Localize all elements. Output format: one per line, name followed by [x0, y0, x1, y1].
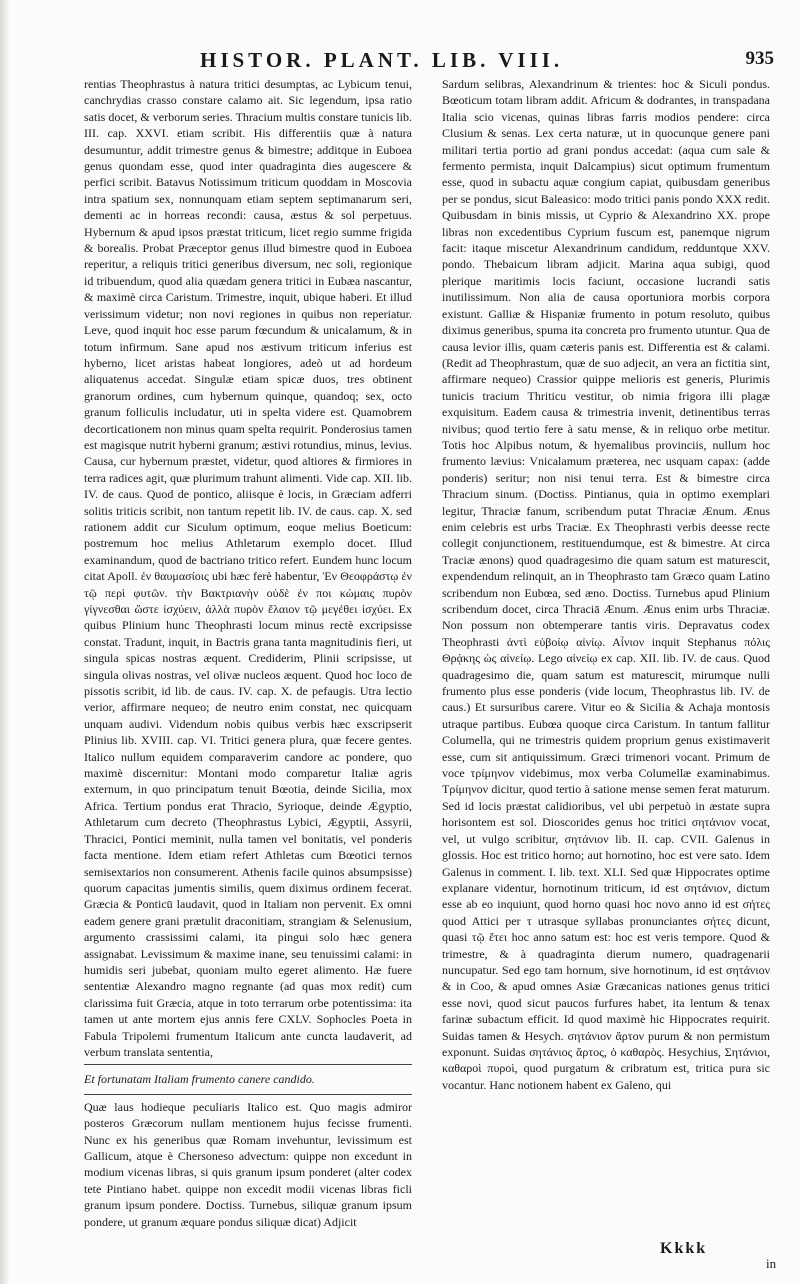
running-title: HISTOR. PLANT. LIB. VIII. [200, 48, 564, 72]
verse-quotation: Et fortunatam Italiam frumento canere candido. [84, 1072, 315, 1087]
right-paragraph-1: Sardum selibras, Alexandrinum & trientes: hoc & Siculi pondus. Bœoticum totam libram addit. Africum & dodrantes, in transpadana Italia scio vicenas, quinas libras farris modios pendere: circa Clusium & senas. Lex certa naturæ, ut in quocunque genere pani militari tertia portio ad grani pondus accedat: (aqua cum sale & fermento permista, inquit Dalcampius) sicut optimum frumentum esse, quod in subactu aquæ congium capiat, quibusdam generibus per se pondus, sicut Baleasico: modo tritici panis pondo XXX redit. Quibusdam in binis missis, ut Cyprio & Alexandrino XX. prope libras non excedentibus Cyprium fuscum est, panemque nigrum facit: itaque miscetur Alexandrinum candidum, redduntque XXV. pondo. Thebaicum libram adjicit. Marina aqua subigi, quod plerique maritimis locis faciunt, occasione lucrandi satis inutilissimum. Non alia de causa oportuniora morbis corpora existunt. Galliæ & Hispaniæ frumento in potum resoluto, quibus diximus generibus, spuma ita concreta pro frumento utuntur. Qua de causa levior illis, quam cæteris panis est. Differentia est & calami. (Redit ad Theophrastum, quæ de suo adjecit, an vera an fictitia sint, affirmare nequeo) Crassior quippe melioris est generis, Plurimis tunicis tracium Thriticu vestitur, ob nimia frigora illi plagæ exquisitum. Eadem causa & trimestria invenit, detinentibus terras nivibus; quod tertio fere à satu mense, & in reliquo orbe metitur. Totis hoc Alpibus notum, & hyemalibus provinciis, nullum hoc frumento lævius: Vnicalamum præterea, nec usquam capax: (addе ponderis) seritur; non nisi tenui terra. Est & bimestre circa Thracium sinum. (Doctiss. Pintianus, quia in optimo exemplari legitur, Thraciæ fanum, scribendum putat Thraciæ Ænum. Ænus enim celebris est urbs Traciæ. Ex Theophrasti verbis deesse recte collegit conjunctionem, restituendumque, est & bimestre. At circa Traciæ ænons) quod quadragesimo die quam satum est maturescit, expendendum relinquit, an in Theophrasto tam Græco quam Latino scribendum non Eubœa, sed æno. Doctiss. Turnebus apud Plinium scribendum docet, circa Thraciā Ænum. Ænus enim urbs Thraciæ. Non possum non obtemperare tantis viris. Depravatus codex Theophrasti ἀντὶ εὐβοίῳ αἰνίῳ. Αἶνιον inquit Stephanus πόλις Θρᾴκης ὡς αἰνείῳ. Lego αἰνείῳ ex cap. XII. lib. IV. de caus. Quod quadragesimo die, quam satum est maturescit, mirumque nulli frumento plus esse ponderis (vide locum, Theophrastus lib. IV. de caus.) Et sursuribus carere. Vitur eo & Sicilia & Achaja montosis utraque partibus. Eubœa quoque circa Caristum. In tantum fallitur Columella, qui ne trimestris quidem proprium genus existimaverit esse, cum sit antiquissimum. Græci trimenori vocant. Primum de voce τρίμηνον videbimus, mox verba Columellæ examinabimus. Τρίμηνον dicitur, quod tertio à satione mense semen ferat maturum. Sed id locis præstat calidioribus, vel ubi perpetuò in æstate supra horisontem est sol. Dioscorides genus hoc tritici σητάνιον vocat, vel, ut vulgo scribitur, σητάνιον lib. II. cap. CVII. Galenus in glossis. Hoc est tritico horno; aut hornotino, hoc est vere sato. Idem Galenus in comment. I. lib. text. XLI. Sed quæ Hippocrates optime explanare videntur, hornotinum triticum, id est σητάνιον, dictum esse ab eo inquiunt, quod horno quasi hoc novo anno id est σήτες quod Attici per τ utrasque syllabas pronunciantes σήτες dicunt, quasi τῷ ἔτει hoc anno satum est: hoc est veris tempore. Quod & trimestre, & à quadraginta dierum numero, quadragenarii nuncupatur. Sed ego tam hornum, sive hornotinum, id est σητάνιον & in Coo, & apud omnes Asiæ Græcanicas nationes genus tritici esse novi, quod sicut paucos furfures habet, ita lentum & tenax farinæ subactum efficit. Id quod maximè hic Hippocrates requirit. Suidas tamen & Hesych. σητάνιον ἄρτον purum & non permistum exponunt. Suidas σητάνιος ἄρτος, ὁ καθαρὸς. Hesychius, Σητάνιοι, καθαροὶ πυροὶ, quod purgatum & cribratum est, tritica pura sic vocantur. Hanc notionem habent ex Galeno, qui [442, 77, 770, 1092]
page-number: 935 [745, 48, 774, 69]
signature-mark: Kkkk [660, 1240, 708, 1257]
section-divider-2 [84, 1094, 412, 1095]
section-divider [84, 1064, 412, 1065]
right-column [442, 76, 770, 1246]
page-gutter-shadow [0, 0, 10, 1284]
page-header [80, 48, 780, 72]
text-columns [84, 76, 784, 1246]
left-column [84, 76, 412, 1246]
catchword: in [766, 1256, 777, 1271]
left-paragraph-1: rentias Theophrastus à natura tritici desumptas, ac Lybicum tenui, canchrydias crasso constare calamo ait. Sic legendum, ipsa ratio satis docet, & verborum series. Thracium multis constare tunicis lib. III. cap. XXVI. etiam scribit. His differentiis quæ à natura desumuntur, addit trimestre genus & bimestre; additque in Euboea genus quondam esse, quod inter quadraginta dies augescere & perfici scribit. Batavus Notissimum triticum quoddam in Moscovia intra spatium sex, nonnunquam etiam septem septimanarum seri, dementi ac in horreas recondi: causa, æstus & sol perpetuus. Hybernum & apud ipsos præstat triticum, licet regio summe frigida & borealis. Probat Præceptor genus illud bimestre quod in Euboea reperitur, a reliquis tritici generibus diversum, nec soli, regionique id tribuendum, quod alia quædam genera tritici in Eubæa nascantur, & maximè circa Caristum. Trimestre, inquit, ubique haberi. Et illud verissimum videtur; non novi regiones in quibus non reperiatur. Leve, quod inquit hoc esse parum fœcundum & unicalamum, & in totum infirmum. Sane apud nos æstivum triticum inferius est hyberno, licet aristas habeat longiores, adeò ut ad hordeum aliquatenus accedat. Singulæ etiam spicæ duos, tres obtinent granorum ordines, cum hybernum quinque, quandoq; sex, octo granum folliculis includatur, uti in spelta videre est. Quamobrem decorticationem non minus quam spelta requirit. Ponderosius tamen est magisque nutrit hyberni granum; æstivi rotundius, minus, levius. Causa, cur hybernum præstet, videtur, quod altiores & firmiores in terra radices agit, quæ plurimum trahunt alimenti. Vide cap. XII. lib. IV. de caus. Quod de pontico, aliisque è locis, in Græciam adferri solitis triticis scribit, non tantum repetit lib. IV. de caus. cap. X. sed rationem addit cur Siculum optimum, eoque melius Boeticum: postremum hoc melius Athletarum exemplo docet. Illud examinandum, quod de bactriano tritico refert. Eundem hunc locum citat Apoll. ἐν θαυμασίοις ubi hæc ferè habentur, Ἐν Θεοφράστῳ ἐν τῷ περὶ φυτῶν. τὴν Βακτριανὴν οὐδὲ ἐν ποι κώμαις πυρὸν γίγνεσθαι ὥστε ἰσχύειν, ἀλλὰ πυρὸν ἔλαιον τῷ μεγέθει ἰσχύει. Ex quibus Plinium hunc Theophrasti locum minus rectè excripsisse constat. Tradunt, inquit, in Bactris grana tanta magnitudinis fieri, ut singula spicas nostras æquent. Crediderim, Plinii scripsisse, ut singula olivas nostras, vel olivæ nucleos æquent. Quod hoc loco de pissotis scribit, id lib. de caus. IV. cap. X. de pefaugis. Utra lectio verior, affirmare nequeo; de neutro enim constat, nec quicquam unquam audivi. Videndum nobis quibus verbis hæc exscripserit Plinius lib. XVIII. cap. VI. Tritici genera plura, quæ fecere gentes. Italico nullum equidem comparaverim candore ac pondere, quo maximè discernitur: Montani modo comparetur Italiæ agris externum, in quo principatum tenuit Bœotia, deinde Sicilia, mox Africa. Tertium pondus erat Thracio, Syrioque, deinde Ægyptio, Athletarum cum decreto (Theophrastus Lybici, Ægyptii, Assyrii, Thracici, Pontici meminit, nulla tamen vel bonitatis, vel ponderis facta mentione. Idem etiam refert Athletas cum Bœotici ternos semisextarios non consumerent. Athenis facile quinos absumpsisse) quorum capacitas jumentis similis, quem diximus ordinem fecerat. Græcia & Ponticū laudavit, quod in Italiam non pervenit. Ex omni eadem genere grani prætulit draconitiam, strangiam & Selenusium, argumento crassissimi calami, ita pingui solo hæc genera assignabat. Levissimum & maxime inane, seu tenuissimi calami: in humidis seri jubebat, quoniam multo egeret alimento. Hæ fuere sententiæ Alexandro magno regnante (ad quas mox redit) cum clarissima fuit Græcia, atque in toto terrarum orbe potentissima: ita tamen ut ante mortem ejus annis fere CXLV. Sophocles Poeta in Fabula Tripolemi frumentum Italicum ante cuncta laudaverit, ad verbum translata sententia, [84, 77, 412, 1059]
left-paragraph-2: Quæ laus hodieque peculiaris Italico est. Quo magis admiror posteros Græcorum nullam mentionem hujus fecisse frumenti. Nunc ex his generibus quæ Romam invehuntur, levissimum est Gallicum, atque è Chersoneso advectum: quippe non excedunt in modium vicenas libras, si quis granum ipsum ponderet (alter codex tete Pintiano habet. quippe non excedit modii vicenas libras ficli granum ipsum pondere. Doctiss. Turnebus, siliquæ granum ipsum pondere, ut granum æquare pondus siliquæ dicat) Adjicit [84, 1099, 412, 1229]
